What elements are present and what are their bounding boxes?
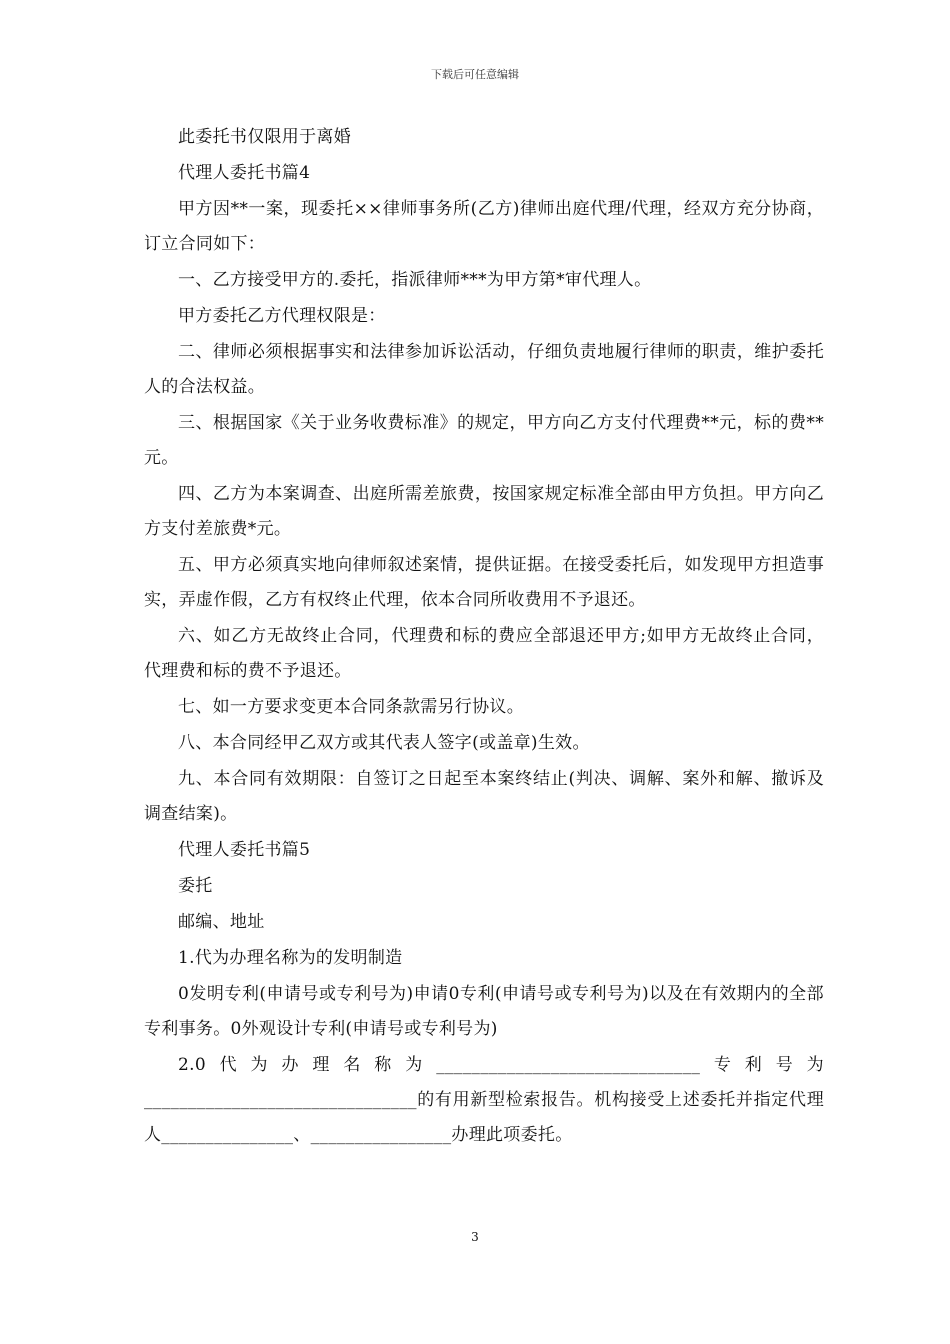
- page-number: 3: [471, 1230, 479, 1244]
- paragraph: 甲方因**一案，现委托××律师事务所(乙方)律师出庭代理/代理，经双方充分协商，订立合同如下：: [144, 199, 824, 254]
- section-heading: 代理人委托书篇4: [178, 163, 311, 183]
- paragraph: 八、本合同经甲乙双方或其代表人签字(或盖章)生效。: [178, 733, 590, 753]
- paragraph: 六、如乙方无故终止合同，代理费和标的费应全部退还甲方;如甲方无故终止合同，代理费和标的费不予退还。: [144, 626, 824, 681]
- document-body: [144, 120, 824, 1154]
- paragraph: 九、本合同有效期限：自签订之日起至本案终结止(判决、调解、案外和解、撤诉及调查结案)。: [144, 769, 824, 824]
- paragraph: 委托: [178, 876, 213, 896]
- paragraph: 五、甲方必须真实地向律师叙述案情，提供证据。在接受委托后，如发现甲方担造事实，弄虚作假，乙方有权终止代理，依本合同所收费用不予退还。: [144, 555, 824, 610]
- page-header: 下载后可任意编辑: [431, 68, 519, 81]
- paragraph: 一、乙方接受甲方的.委托，指派律师***为甲方第*审代理人。: [178, 270, 652, 290]
- paragraph: 0发明专利(申请号或专利号为)申请0专利(申请号或专利号为)以及在有效期内的全部专利事务。0外观设计专利(申请号或专利号为): [144, 984, 824, 1039]
- paragraph: 2.0代为办理名称为______________________________专利号为_______________________________的有用新型检索报告。机构接受上述委托并指定代理人_______________、________________办理此项委托。: [144, 1055, 824, 1145]
- paragraph: 二、律师必须根据事实和法律参加诉讼活动，仔细负责地履行律师的职责，维护委托人的合法权益。: [144, 342, 824, 397]
- paragraph: 此委托书仅限用于离婚: [178, 127, 351, 147]
- paragraph: 甲方委托乙方代理权限是：: [178, 306, 386, 326]
- paragraph: 邮编、地址: [178, 912, 265, 932]
- section-heading: 代理人委托书篇5: [178, 840, 311, 860]
- paragraph: 三、根据国家《关于业务收费标准》的规定，甲方向乙方支付代理费**元，标的费**元。: [144, 413, 824, 468]
- paragraph: 1.代为办理名称为的发明制造: [178, 948, 403, 968]
- paragraph: 四、乙方为本案调查、出庭所需差旅费，按国家规定标准全部由甲方负担。甲方向乙方支付差旅费*元。: [144, 484, 824, 539]
- paragraph: 七、如一方要求变更本合同条款需另行协议。: [178, 697, 524, 717]
